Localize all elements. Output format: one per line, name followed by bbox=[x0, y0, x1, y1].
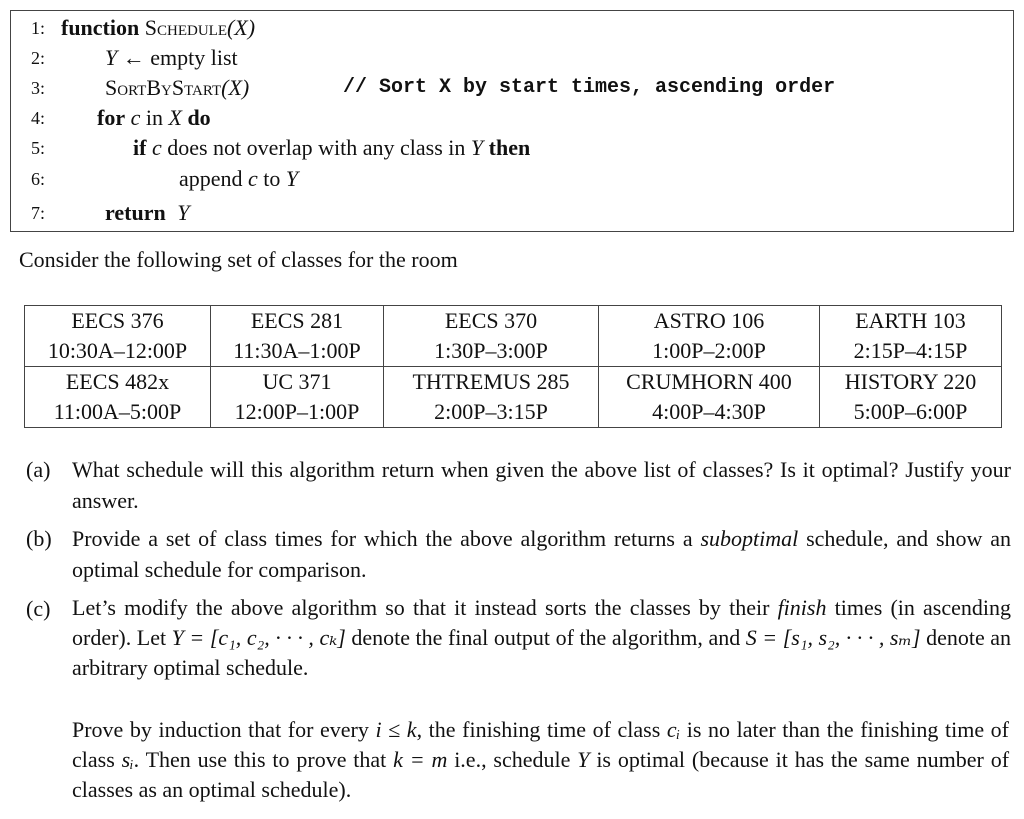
question-label: (b) bbox=[26, 526, 52, 551]
class-cell bbox=[384, 306, 599, 367]
question-text: What schedule will this algorithm return when given the above list of classes? Is it optimal? Justify your answer. bbox=[72, 457, 1011, 513]
variable: Y bbox=[177, 200, 190, 225]
question-text: schedule, and show an optimal schedule for comparison. bbox=[72, 526, 1012, 582]
intro-text: Consider the following set of classes for the room bbox=[19, 247, 458, 272]
class-cell bbox=[25, 367, 211, 428]
code-text: append bbox=[179, 166, 243, 191]
emphasis: finish bbox=[777, 595, 827, 620]
class-cell bbox=[820, 367, 1002, 428]
class-cell bbox=[384, 367, 599, 428]
class-name: CRUMHORN 400 bbox=[626, 369, 792, 394]
question-text: , the finishing time of class bbox=[416, 717, 661, 742]
question-b bbox=[26, 523, 1011, 585]
line-number: 2: bbox=[31, 48, 46, 68]
table-row bbox=[25, 367, 1002, 428]
class-time: 2:15P–4:15P bbox=[853, 338, 968, 363]
variable: Y bbox=[105, 45, 118, 70]
question-c-proof-paragraph bbox=[72, 715, 1009, 805]
class-cell bbox=[211, 367, 384, 428]
class-time: 12:00P–1:00P bbox=[234, 399, 360, 424]
code-comment: // Sort X by start times, ascending order bbox=[343, 76, 836, 99]
question-label: (a) bbox=[26, 457, 51, 482]
code-text: in bbox=[145, 105, 163, 130]
class-time: 10:30A–12:00P bbox=[47, 338, 188, 363]
line-number: 6: bbox=[31, 169, 46, 189]
variable: c bbox=[130, 105, 141, 130]
question-text: times (in ascending order). Let bbox=[72, 595, 1011, 650]
line-number: 4: bbox=[31, 108, 46, 128]
class-cell bbox=[599, 367, 820, 428]
class-name: EECS 482x bbox=[65, 369, 170, 394]
function-name: Schedule bbox=[144, 15, 227, 40]
class-time: 4:00P–4:30P bbox=[652, 399, 766, 424]
math-expr: i ≤ k bbox=[375, 717, 417, 742]
code-text: to bbox=[263, 166, 281, 191]
keyword-then: then bbox=[488, 135, 531, 160]
table-row bbox=[25, 306, 1002, 367]
variable: c bbox=[151, 135, 162, 160]
question-text: i.e., schedule bbox=[454, 747, 571, 772]
assign-arrow: ← bbox=[122, 45, 145, 70]
question-text: denote the final output of the algorithm, and bbox=[351, 625, 741, 650]
class-time: 2:00P–3:15P bbox=[434, 399, 548, 424]
class-cell bbox=[820, 306, 1002, 367]
math-expr: Y bbox=[577, 747, 590, 772]
class-cell bbox=[599, 306, 820, 367]
question-text: . Then use this to prove that bbox=[133, 747, 387, 772]
class-time: 5:00P–6:00P bbox=[853, 399, 968, 424]
class-name: EECS 281 bbox=[250, 308, 344, 333]
keyword-return: return bbox=[105, 200, 166, 225]
line-number: 5: bbox=[31, 138, 46, 158]
math-expr: sᵢ bbox=[121, 747, 134, 772]
class-name: UC 371 bbox=[262, 369, 332, 394]
math-y-definition: Y = [c₁, c₂, · · · , cₖ] bbox=[171, 625, 346, 650]
question-label: (c) bbox=[26, 596, 51, 621]
function-args: (X) bbox=[226, 15, 256, 40]
class-cell bbox=[25, 306, 211, 367]
line-number: 7: bbox=[31, 203, 46, 223]
variable: Y bbox=[470, 135, 484, 160]
keyword-if: if bbox=[133, 135, 147, 160]
question-text: is no later than the finishing time of class bbox=[72, 717, 1010, 772]
code-text: does not overlap with any class in bbox=[167, 135, 466, 160]
class-time: 1:00P–2:00P bbox=[652, 338, 766, 363]
class-table bbox=[24, 305, 1002, 428]
math-expr: k = m bbox=[393, 747, 448, 772]
line-number: 1: bbox=[31, 18, 46, 38]
class-time: 1:30P–3:00P bbox=[434, 338, 548, 363]
question-a bbox=[26, 454, 1011, 516]
math-expr: cᵢ bbox=[666, 717, 681, 742]
emphasis: suboptimal bbox=[700, 526, 799, 551]
algorithm-box bbox=[10, 10, 1014, 232]
class-name: THTREMUS 285 bbox=[412, 369, 570, 394]
class-cell bbox=[211, 306, 384, 367]
question-text: is optimal (because it has the same number of classes as an optimal schedule). bbox=[72, 747, 1010, 802]
variable: X bbox=[168, 105, 182, 130]
variable: Y bbox=[285, 166, 299, 191]
variable: c bbox=[248, 166, 258, 191]
question-text: Provide a set of class times for which the above algorithm returns a bbox=[72, 526, 693, 551]
question-text: denote an arbitrary optimal schedule. bbox=[72, 625, 1012, 680]
class-name: EECS 376 bbox=[71, 308, 164, 333]
question-text: Let’s modify the above algorithm so that it instead sorts the classes by their bbox=[72, 595, 770, 620]
line-number: 3: bbox=[31, 78, 46, 98]
function-call: SortByStart bbox=[105, 75, 222, 100]
keyword-function: function bbox=[61, 15, 140, 40]
keyword-for: for bbox=[97, 105, 126, 130]
class-name: HISTORY 220 bbox=[844, 369, 977, 394]
question-text: Prove by induction that for every bbox=[72, 717, 369, 742]
class-time: 11:00A–5:00P bbox=[53, 399, 182, 424]
question-c bbox=[26, 593, 1011, 683]
math-s-definition: S = [s₁, s₂, · · · , sₘ] bbox=[745, 625, 921, 650]
class-name: EARTH 103 bbox=[855, 308, 966, 333]
function-args: (X) bbox=[221, 75, 250, 100]
class-time: 11:30A–1:00P bbox=[233, 338, 361, 363]
class-name: EECS 370 bbox=[444, 308, 538, 333]
class-name: ASTRO 106 bbox=[653, 308, 765, 333]
code-text: empty list bbox=[150, 45, 238, 70]
keyword-do: do bbox=[187, 105, 211, 130]
